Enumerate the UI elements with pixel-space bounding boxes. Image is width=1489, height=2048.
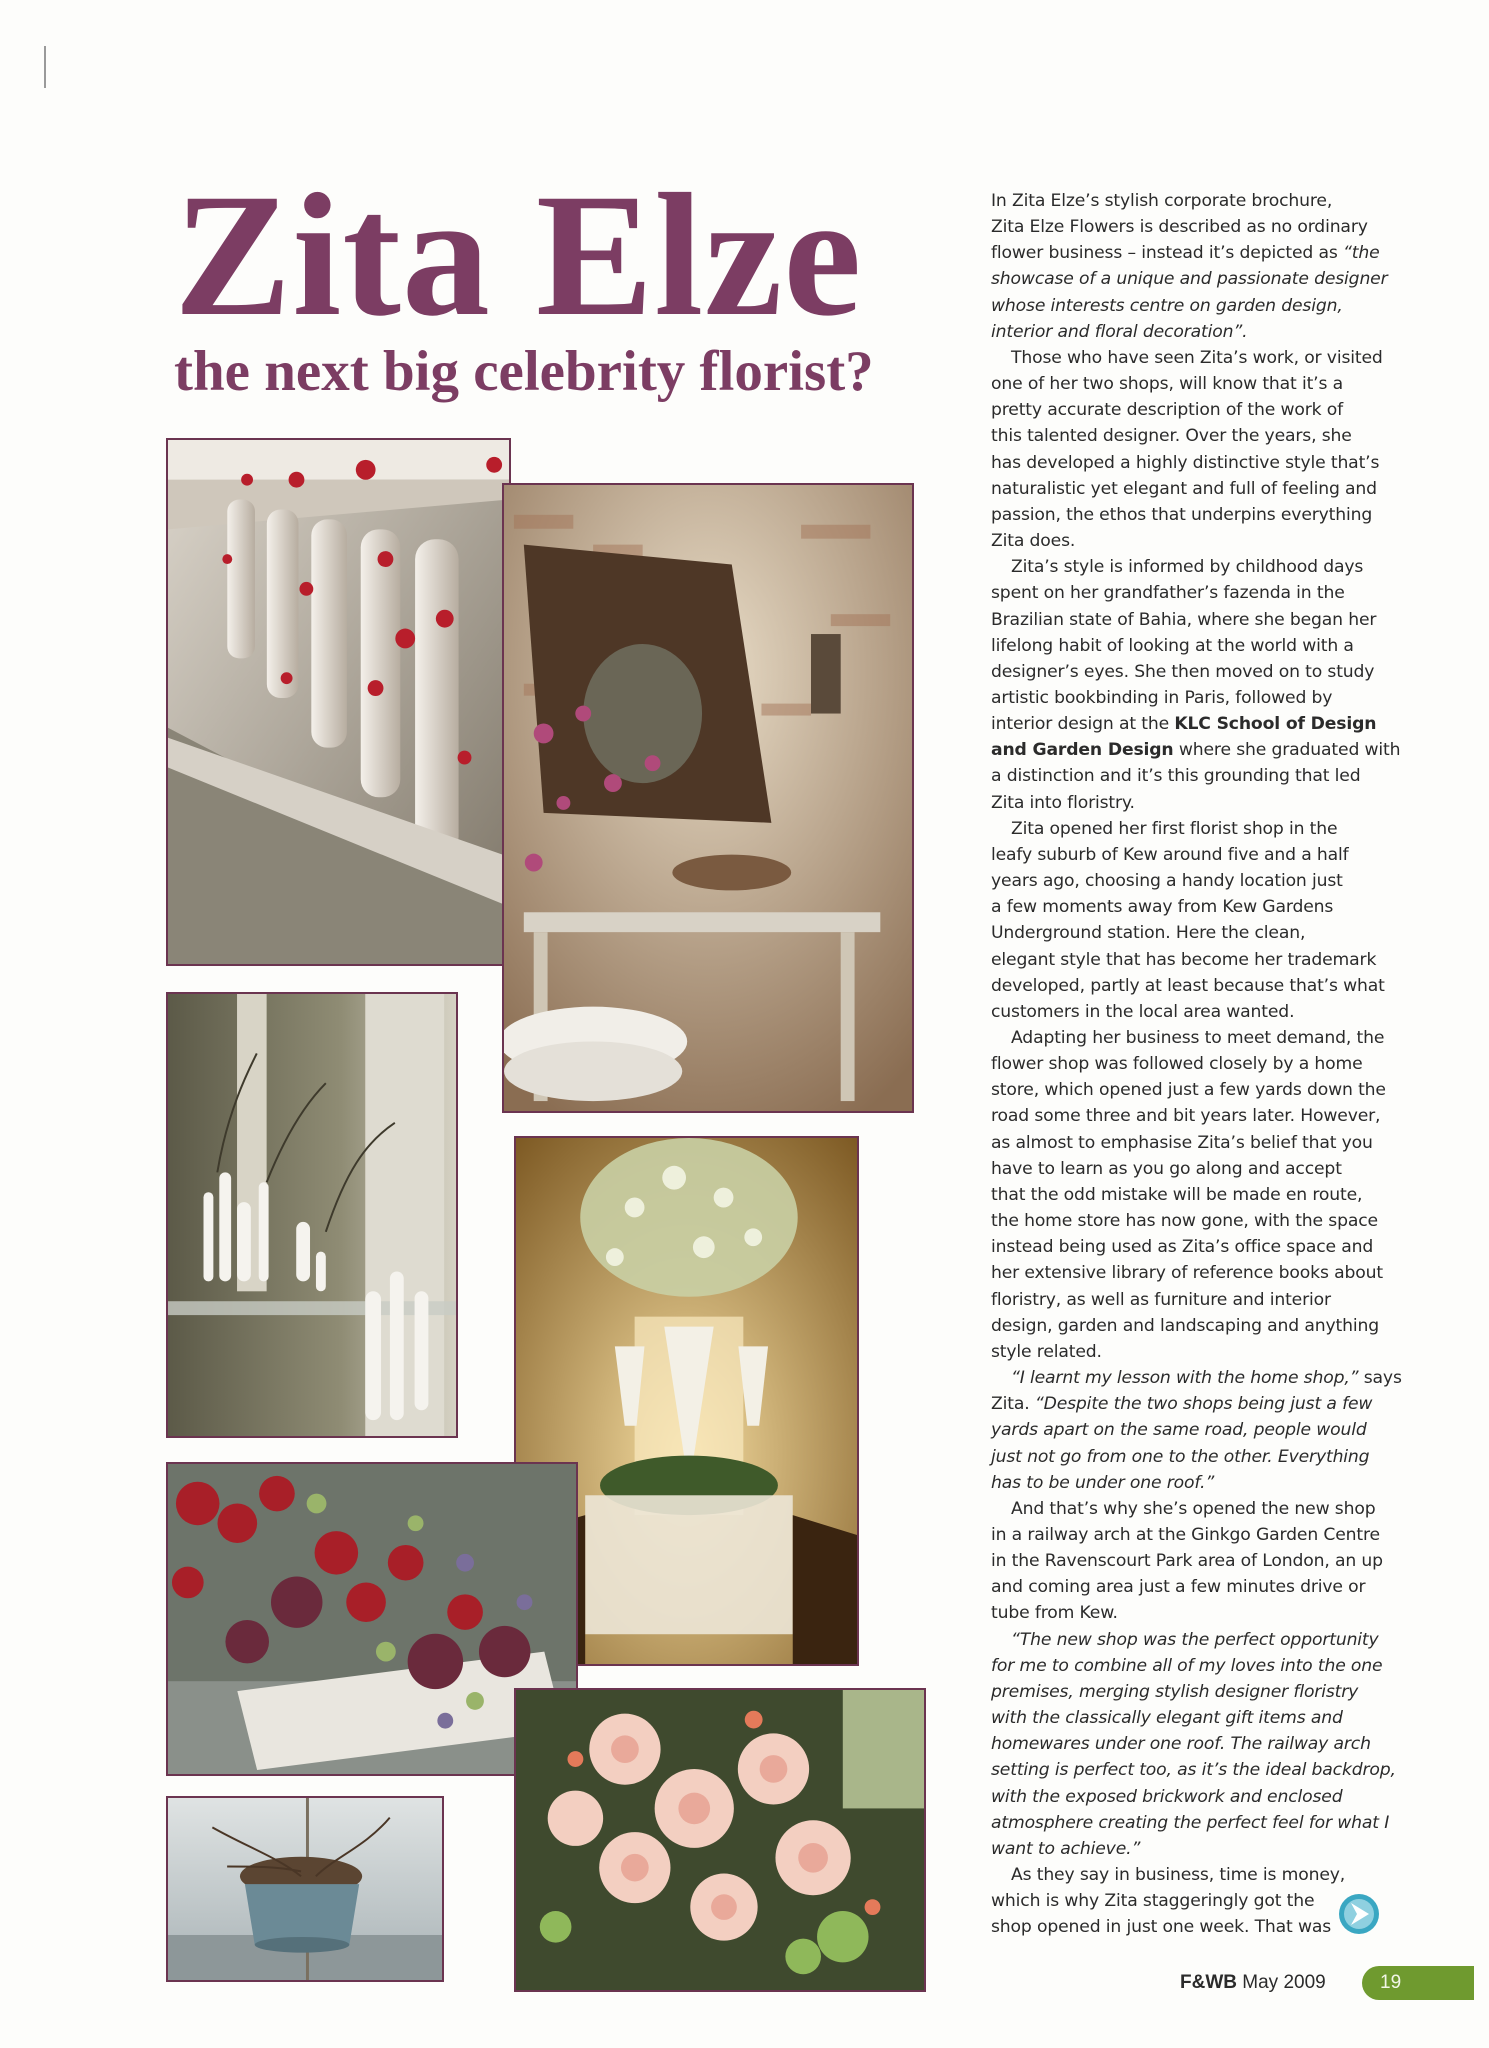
text-line: elegant style that has become her trademark — [991, 949, 1377, 970]
text-line: pretty accurate description of the work of — [991, 400, 1344, 421]
text-line: And that’s why she’s opened the new shop — [1011, 1498, 1376, 1519]
text-line: a few moments away from Kew Gardens — [991, 897, 1334, 918]
quote-run: just not go from one to the other. Everything — [991, 1446, 1370, 1467]
article-paragraph-4 — [991, 816, 1403, 1025]
quote-run: “the — [1342, 243, 1380, 264]
article-paragraph-6 — [991, 1365, 1403, 1496]
quote-line: for me to combine all of my loves into the one — [991, 1655, 1383, 1676]
text-run: lifelong habit of looking at the world with a — [991, 635, 1354, 656]
photo-white-vases — [166, 992, 458, 1438]
text-line: shop opened in just one week. That was — [991, 1917, 1332, 1938]
text-line: Adapting her business to meet demand, the — [1011, 1028, 1385, 1048]
article-paragraph-8 — [991, 1627, 1403, 1862]
text-run: Brazilian state of Bahia, where she began her — [991, 609, 1377, 630]
quote-run: showcase of a unique and passionate designer — [991, 269, 1388, 290]
text-line: instead being used as Zita’s office space and — [991, 1237, 1374, 1258]
quote-line: “The new shop was the perfect opportunity — [1011, 1629, 1379, 1650]
text-line: customers in the local area wanted. — [991, 1001, 1295, 1022]
quote-run: has to be under one roof.” — [991, 1472, 1215, 1493]
text-run: where she graduated with — [1173, 740, 1401, 761]
quote-run: interior and floral decoration”. — [991, 321, 1248, 342]
quote-line: homewares under one roof. The railway arch — [991, 1734, 1371, 1755]
text-line: naturalistic yet elegant and full of feeling and — [991, 478, 1377, 499]
quote-line: with the classically elegant gift items and — [991, 1708, 1343, 1729]
scan-edge-mark — [44, 46, 46, 88]
page-number-tab — [1362, 1966, 1474, 2000]
article-paragraph-1 — [991, 188, 1403, 345]
quote-line: setting is perfect too, as it’s the ideal backdrop, — [991, 1760, 1396, 1781]
page-footer — [1180, 1966, 1326, 2000]
text-line: developed, partly at least because that’s what — [991, 975, 1385, 996]
text-run: Zita into floristry. — [991, 792, 1135, 813]
text-line: one of her two shops, will know that it’s a — [991, 374, 1343, 395]
text-run: interior design at the — [991, 714, 1175, 735]
text-line: has developed a highly distinctive style that’s — [991, 452, 1380, 473]
text-line: design, garden and landscaping and anything — [991, 1315, 1379, 1336]
text-run: Zita’s style is informed by childhood days — [1011, 557, 1364, 578]
text-run: In Zita Elze’s stylish corporate brochure, — [991, 191, 1333, 211]
text-run: flower business – instead it’s depicted as — [991, 243, 1343, 264]
photo-nest-pot — [166, 1796, 444, 1982]
quote-run: “I learnt my lesson with the home shop,” — [1011, 1368, 1359, 1389]
text-line: Zita opened her first florist shop in the — [1011, 818, 1338, 839]
text-line: as almost to emphasise Zita’s belief that you — [991, 1132, 1373, 1153]
text-run: Zita. — [991, 1394, 1035, 1415]
school-name-run: KLC School of Design — [1174, 714, 1377, 735]
text-line: in the Ravenscourt Park area of London, an up — [991, 1551, 1383, 1572]
text-line: store, which opened just a few yards down the — [991, 1080, 1386, 1101]
text-line: her extensive library of reference books about — [991, 1263, 1383, 1284]
text-line: which is why Zita staggeringly got the — [991, 1891, 1315, 1912]
text-run: spent on her grandfather’s fazenda in the — [991, 583, 1345, 604]
text-line: the home store has now gone, with the space — [991, 1211, 1378, 1232]
issue-date: May 2009 — [1242, 1972, 1326, 1993]
text-line: road some three and bit years later. However, — [991, 1106, 1381, 1127]
article-subtitle: the next big celebrity florist? — [174, 340, 874, 403]
text-line: have to learn as you go along and accept — [991, 1158, 1342, 1179]
text-line: Zita does. — [991, 531, 1076, 552]
chevron-right-icon[interactable] — [1338, 1893, 1380, 1935]
text-run: says — [1358, 1368, 1402, 1389]
page-number: 19 — [1380, 1972, 1402, 1993]
article-paragraph-3 — [991, 554, 1403, 816]
text-run: artistic bookbinding in Paris, followed by — [991, 687, 1333, 708]
text-line: years ago, choosing a handy location just — [991, 871, 1343, 892]
text-line: flower shop was followed closely by a home — [991, 1054, 1363, 1075]
magazine-name: F&WB — [1180, 1972, 1237, 1993]
article-paragraph-2 — [991, 345, 1403, 554]
text-line: that the odd mistake will be made en route, — [991, 1184, 1363, 1205]
text-line: floristry, as well as furniture and interior — [991, 1289, 1331, 1310]
article-paragraph-5 — [991, 1025, 1403, 1365]
quote-line: atmosphere creating the perfect feel for what I — [991, 1812, 1390, 1833]
article-title: Zita Elze — [174, 158, 863, 353]
quote-line: premises, merging stylish designer floristry — [991, 1681, 1359, 1702]
text-line: passion, the ethos that underpins everything — [991, 504, 1373, 525]
text-line: Underground station. Here the clean, — [991, 923, 1306, 944]
text-run: Zita Elze Flowers is described as no ordinary — [991, 217, 1368, 238]
photo-peach-bouquet — [514, 1688, 926, 1992]
quote-run: yards apart on the same road, people would — [991, 1420, 1367, 1441]
text-line: this talented designer. Over the years, she — [991, 426, 1352, 447]
article-paragraph-7 — [991, 1496, 1403, 1627]
quote-run: whose interests centre on garden design, — [991, 295, 1343, 316]
photo-shop-interior — [502, 483, 914, 1113]
text-line: in a railway arch at the Ginkgo Garden Centre — [991, 1524, 1380, 1545]
text-run: a distinction and it’s this grounding that led — [991, 766, 1361, 787]
quote-run: “Despite the two shops being just a few — [1034, 1394, 1373, 1415]
text-line: and coming area just a few minutes drive or — [991, 1577, 1366, 1598]
text-line: As they say in business, time is money, — [1011, 1865, 1346, 1885]
article-body — [991, 188, 1403, 1940]
text-line: tube from Kew. — [991, 1603, 1118, 1624]
photo-balustrade — [166, 438, 511, 966]
text-line: Those who have seen Zita’s work, or visited — [1011, 347, 1383, 368]
text-run: designer’s eyes. She then moved on to study — [991, 661, 1375, 682]
text-line: leafy suburb of Kew around five and a half — [991, 844, 1349, 865]
school-name-run: and Garden Design — [991, 740, 1174, 761]
text-line: style related. — [991, 1341, 1102, 1362]
quote-line: want to achieve.” — [991, 1838, 1141, 1859]
quote-line: with the exposed brickwork and enclosed — [991, 1786, 1343, 1807]
